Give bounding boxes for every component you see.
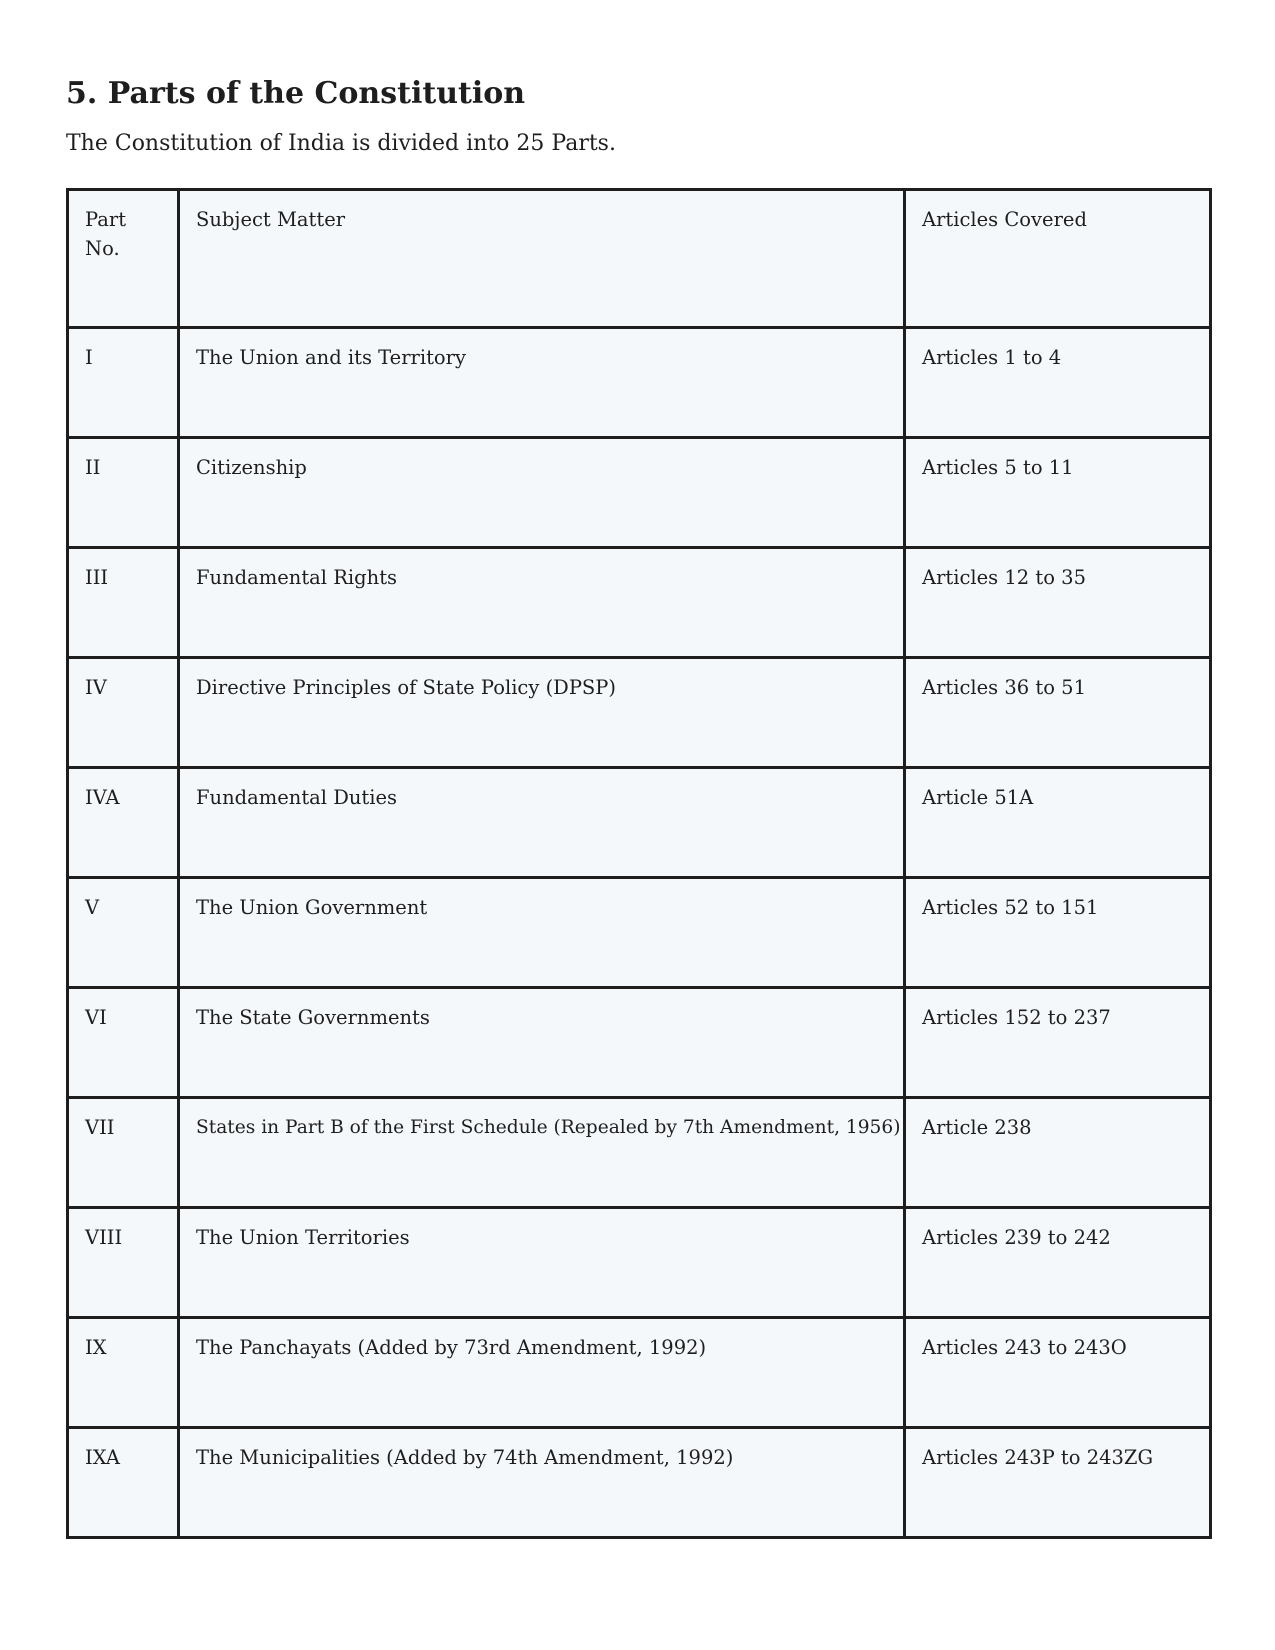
articles-cell: Articles 52 to 151 bbox=[905, 878, 1211, 988]
table-row bbox=[68, 1208, 1211, 1318]
table-row bbox=[68, 328, 1211, 438]
subject-cell: States in Part B of the First Schedule (Repealed by 7th Amendment, 1956) bbox=[179, 1098, 905, 1208]
articles-cell: Articles 36 to 51 bbox=[905, 658, 1211, 768]
subject-cell: Fundamental Rights bbox=[179, 548, 905, 658]
subject-cell: Citizenship bbox=[179, 438, 905, 548]
part-no-cell: V bbox=[68, 878, 179, 988]
table-row bbox=[68, 988, 1211, 1098]
subject-cell: Fundamental Duties bbox=[179, 768, 905, 878]
parts-table bbox=[66, 188, 1212, 1539]
table-row bbox=[68, 438, 1211, 548]
subject-cell: The Municipalities (Added by 74th Amendment, 1992) bbox=[179, 1428, 905, 1538]
part-no-cell: VIII bbox=[68, 1208, 179, 1318]
subject-cell: Directive Principles of State Policy (DPSP) bbox=[179, 658, 905, 768]
header-part-no bbox=[68, 190, 179, 328]
subject-cell: The Union Territories bbox=[179, 1208, 905, 1318]
part-no-cell: IXA bbox=[68, 1428, 179, 1538]
header-subject-matter: Subject Matter bbox=[179, 190, 905, 328]
articles-cell: Articles 243P to 243ZG bbox=[905, 1428, 1211, 1538]
part-no-cell: IVA bbox=[68, 768, 179, 878]
table-row bbox=[68, 768, 1211, 878]
table-row bbox=[68, 1098, 1211, 1208]
section-intro: The Constitution of India is divided into 25 Parts. bbox=[66, 131, 616, 156]
part-no-cell: IV bbox=[68, 658, 179, 768]
articles-cell: Article 238 bbox=[905, 1098, 1211, 1208]
articles-cell: Articles 152 to 237 bbox=[905, 988, 1211, 1098]
subject-cell: The Union and its Territory bbox=[179, 328, 905, 438]
part-no-cell: II bbox=[68, 438, 179, 548]
articles-cell: Article 51A bbox=[905, 768, 1211, 878]
table-row bbox=[68, 1318, 1211, 1428]
subject-cell: The State Governments bbox=[179, 988, 905, 1098]
header-articles-covered: Articles Covered bbox=[905, 190, 1211, 328]
table-row bbox=[68, 1428, 1211, 1538]
articles-cell: Articles 1 to 4 bbox=[905, 328, 1211, 438]
subject-cell: The Union Government bbox=[179, 878, 905, 988]
articles-cell: Articles 12 to 35 bbox=[905, 548, 1211, 658]
part-no-cell: I bbox=[68, 328, 179, 438]
part-no-cell: III bbox=[68, 548, 179, 658]
table-header-row bbox=[68, 190, 1211, 328]
subject-cell: The Panchayats (Added by 73rd Amendment, 1992) bbox=[179, 1318, 905, 1428]
table-row bbox=[68, 658, 1211, 768]
table-row bbox=[68, 878, 1211, 988]
section-heading: 5. Parts of the Constitution bbox=[66, 76, 526, 111]
part-no-cell: VII bbox=[68, 1098, 179, 1208]
part-no-cell: VI bbox=[68, 988, 179, 1098]
table-row bbox=[68, 548, 1211, 658]
articles-cell: Articles 239 to 242 bbox=[905, 1208, 1211, 1318]
articles-cell: Articles 5 to 11 bbox=[905, 438, 1211, 548]
part-no-cell: IX bbox=[68, 1318, 179, 1428]
header-part-no-label: Part No. bbox=[85, 208, 127, 260]
articles-cell: Articles 243 to 243O bbox=[905, 1318, 1211, 1428]
